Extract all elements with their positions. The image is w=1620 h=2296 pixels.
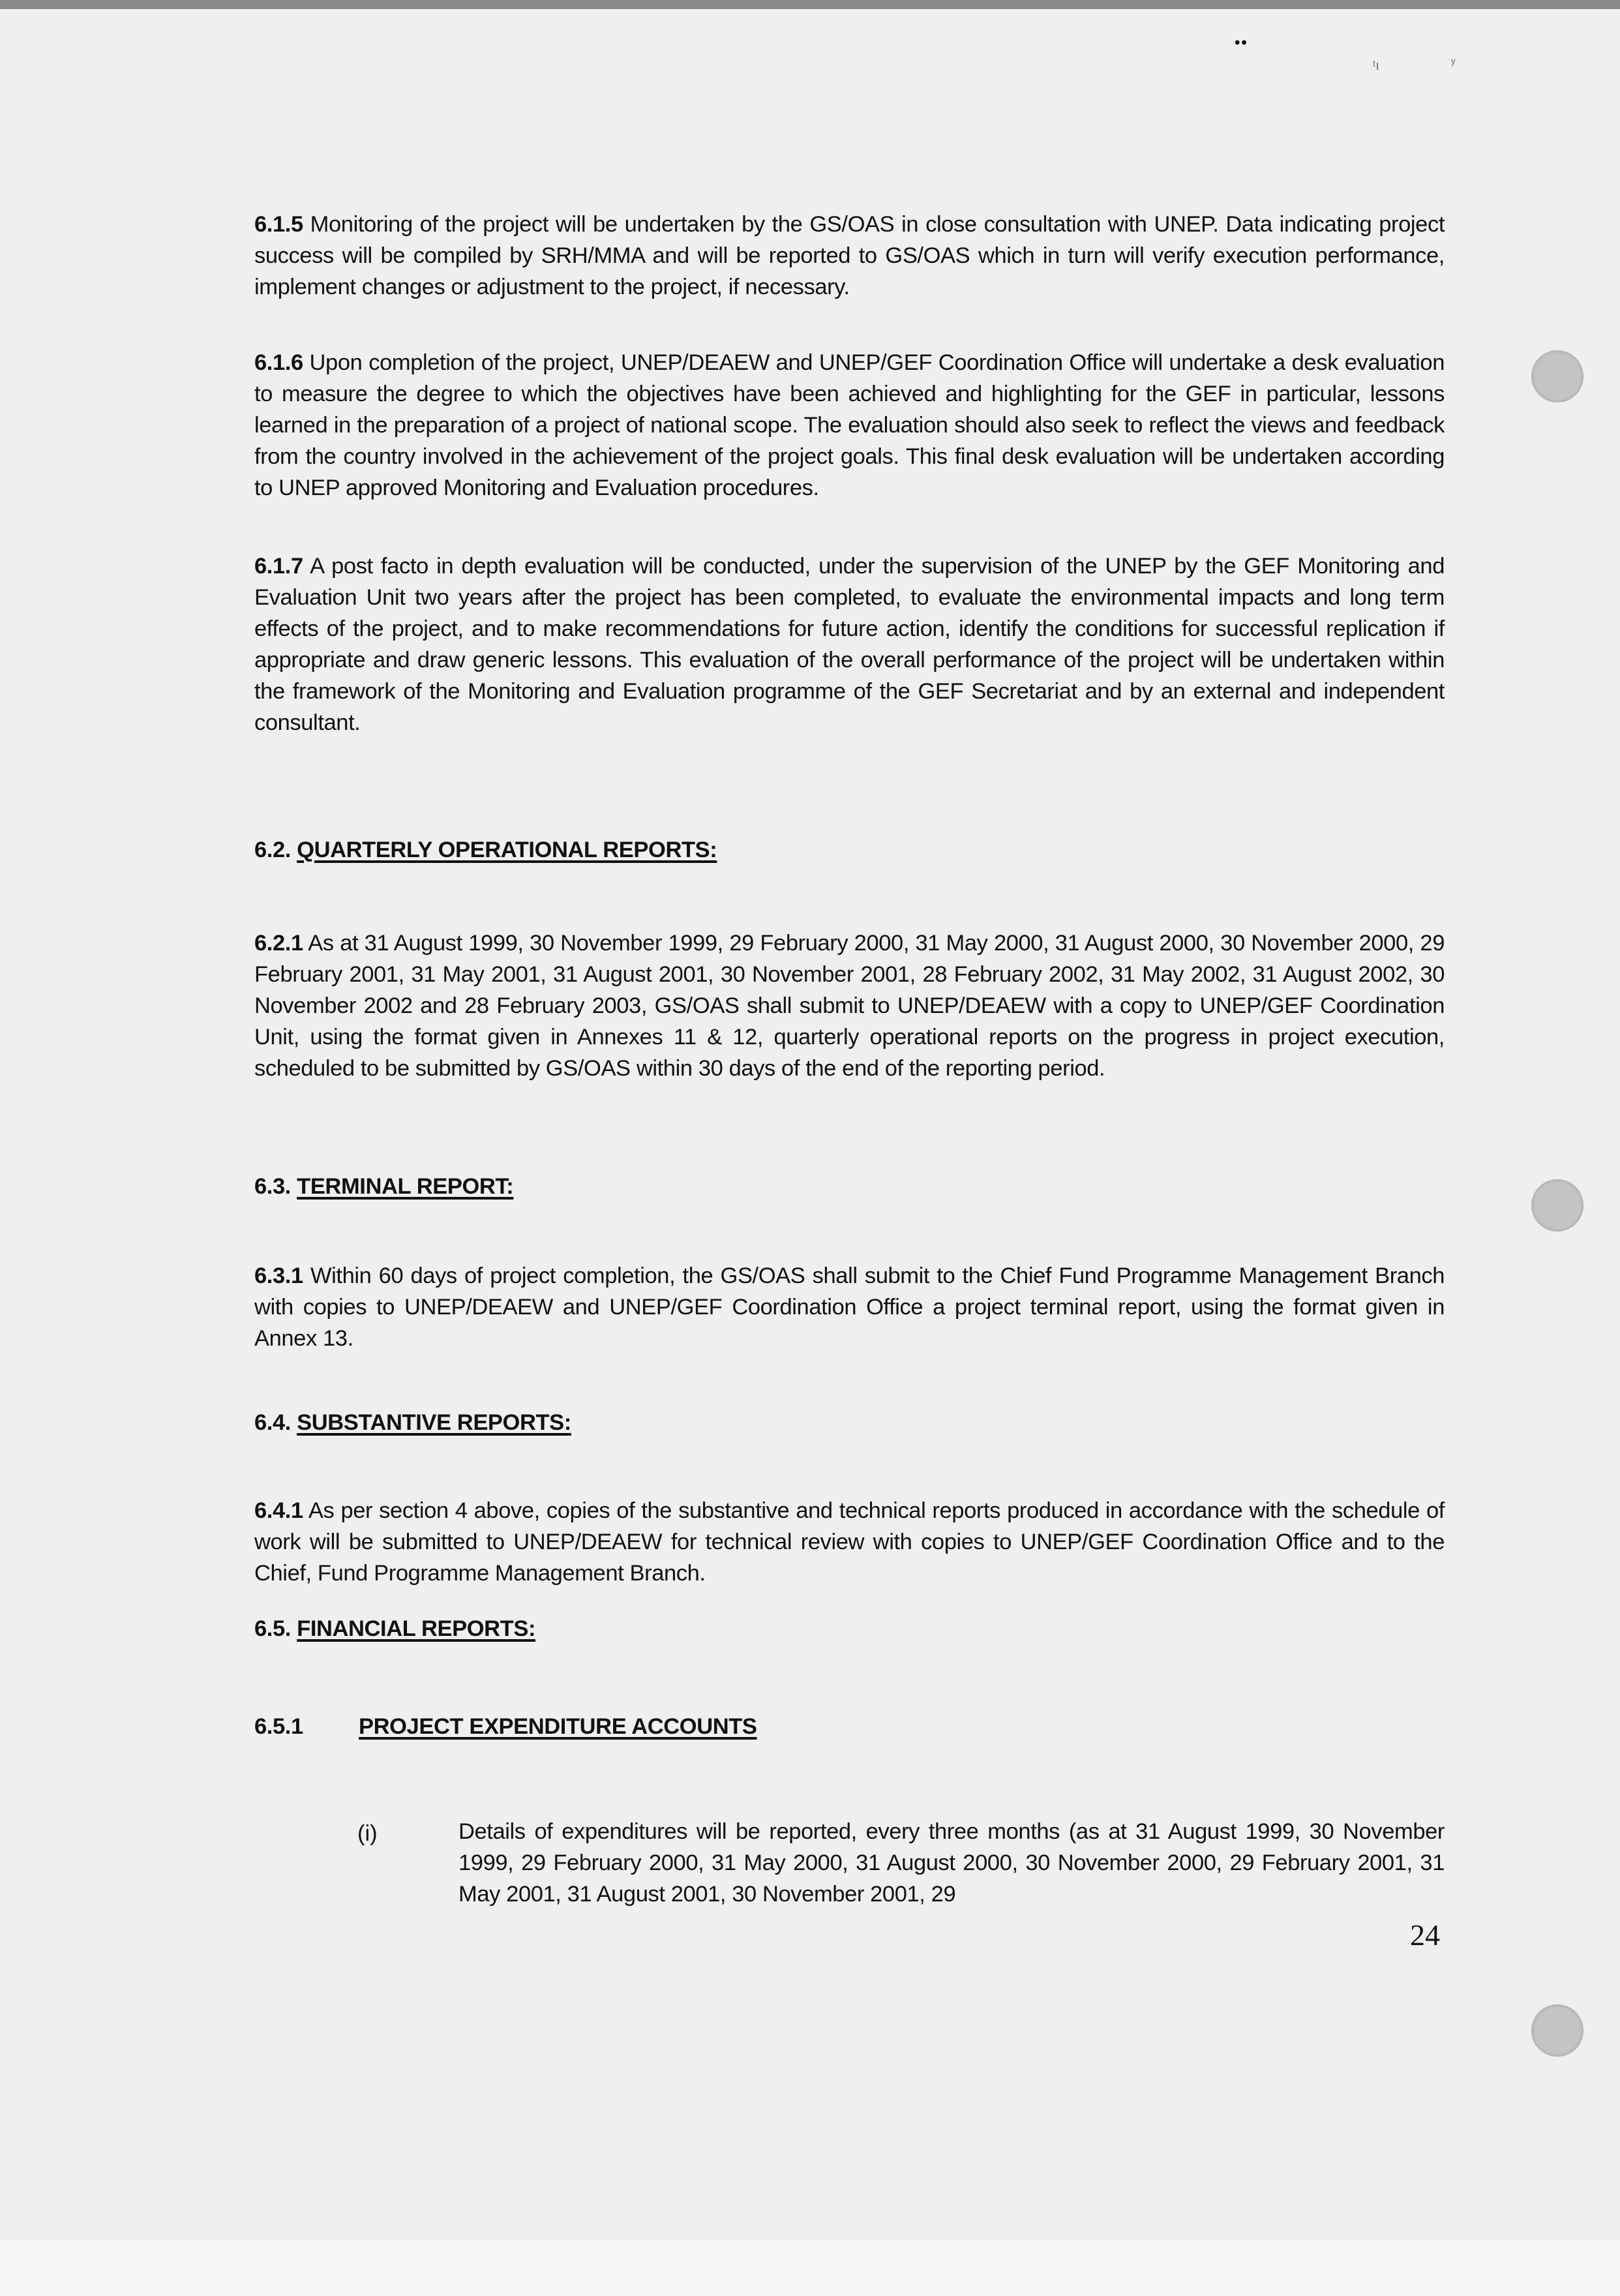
list-item-label: (i) <box>357 1821 378 1846</box>
heading-6-4 <box>254 1410 571 1436</box>
paragraph-6-1-5 <box>254 209 1445 303</box>
paragraph-number: 6.3.1 <box>254 1263 303 1288</box>
heading-6-5-1 <box>254 1714 757 1740</box>
heading-title: SUBSTANTIVE REPORTS: <box>297 1410 571 1435</box>
heading-number: 6.5. <box>254 1616 291 1641</box>
scan-top-edge <box>0 0 1620 9</box>
heading-title: QUARTERLY OPERATIONAL REPORTS: <box>297 838 717 862</box>
punch-hole <box>1531 350 1583 402</box>
heading-title: FINANCIAL REPORTS: <box>297 1616 536 1641</box>
heading-title: PROJECT EXPENDITURE ACCOUNTS <box>359 1714 757 1739</box>
paragraph-text: As at 31 August 1999, 30 November 1999, 29 February 2000, 31 May 2000, 31 August 2000, 30 November 2000, 29 February 2001, 31 May 2001, 31 August 2001, 30 November 2001, 28 February 2002, 31 May 2002, 31 August 2002, 30 November 2002 and 28 February 2003, GS/OAS shall submit to UNEP/DEAEW with a copy to UNEP/GEF Coordination Unit, using the format given in Annexes 11 & 12, quarterly operational reports on the progress in project execution, scheduled to be submitted by GS/OAS within 30 days of the end of the reporting period. <box>254 931 1445 1081</box>
paragraph-6-1-7 <box>254 551 1445 738</box>
heading-6-2 <box>254 838 717 863</box>
paragraph-text: A post facto in depth evaluation will be conducted, under the supervision of the UNEP by the GEF Monitoring and Evaluation Unit two years after the project has been completed, to evaluate the environmental impacts and long term effects of the project, and to make recommendations for future action, identify the conditions for successful replication if appropriate and draw generic lessons. This evaluation of the overall performance of the project will be undertaken within the framework of the Monitoring and Evaluation programme of the GEF Secretariat and by an external and independent consultant. <box>254 554 1445 735</box>
paragraph-6-3-1 <box>254 1260 1445 1354</box>
margin-mark: ʸ <box>1451 56 1456 70</box>
margin-mark: ᵗı <box>1373 59 1379 73</box>
punch-hole <box>1531 2004 1583 2057</box>
paragraph-text: As per section 4 above, copies of the substantive and technical reports produced in accordance with the schedule of work will be submitted to UNEP/DEAEW for technical review with copies to UNEP/GEF Coordination Office and to the Chief, Fund Programme Management Branch. <box>254 1498 1445 1586</box>
paragraph-number: 6.1.7 <box>254 554 303 579</box>
punch-hole <box>1531 1179 1583 1231</box>
scan-bottom-margin <box>0 2240 1620 2296</box>
paragraph-number: 6.2.1 <box>254 931 303 956</box>
heading-number: 6.4. <box>254 1410 291 1435</box>
paragraph-6-1-6 <box>254 347 1445 504</box>
heading-title: TERMINAL REPORT: <box>297 1174 514 1199</box>
paragraph-number: 6.1.6 <box>254 350 303 375</box>
heading-6-5 <box>254 1616 535 1642</box>
paragraph-number: 6.4.1 <box>254 1498 303 1523</box>
heading-6-3 <box>254 1174 513 1200</box>
heading-number: 6.3. <box>254 1174 291 1199</box>
list-item-text: Details of expenditures will be reported, every three months (as at 31 August 1999, 30 November 1999, 29 February 2000, 31 May 2000, 31 August 2000, 30 November 2000, 29 February 2001, 31 May 2001, 31 August 2001, 30 November 2001, 29 <box>458 1819 1445 1907</box>
heading-number: 6.5.1 <box>254 1714 303 1739</box>
page-number: 24 <box>1410 1918 1440 1952</box>
paragraph-6-2-1 <box>254 928 1445 1084</box>
paragraph-6-4-1 <box>254 1495 1445 1589</box>
margin-dots: •• <box>1235 34 1248 52</box>
paragraph-text: Upon completion of the project, UNEP/DEAEW and UNEP/GEF Coordination Office will undertake a desk evaluation to measure the degree to which the objectives have been achieved and highlighting for the GEF in particular, lessons learned in the preparation of a project of national scope. The evaluation should also seek to reflect the views and feedback from the country involved in the achievement of the project goals. This final desk evaluation will be undertaken according to UNEP approved Monitoring and Evaluation procedures. <box>254 350 1445 500</box>
paragraph-number: 6.1.5 <box>254 212 303 237</box>
paragraph-text: Within 60 days of project completion, the GS/OAS shall submit to the Chief Fund Programme Management Branch with copies to UNEP/DEAEW and UNEP/GEF Coordination Office a project terminal report, using the format given in Annex 13. <box>254 1263 1445 1351</box>
paragraph-text: Monitoring of the project will be undertaken by the GS/OAS in close consultation with UNEP. Data indicating project success will be compiled by SRH/MMA and will be reported to GS/OAS which in turn will verify execution performance, implement changes or adjustment to the project, if necessary. <box>254 212 1445 299</box>
heading-number: 6.2. <box>254 838 291 862</box>
